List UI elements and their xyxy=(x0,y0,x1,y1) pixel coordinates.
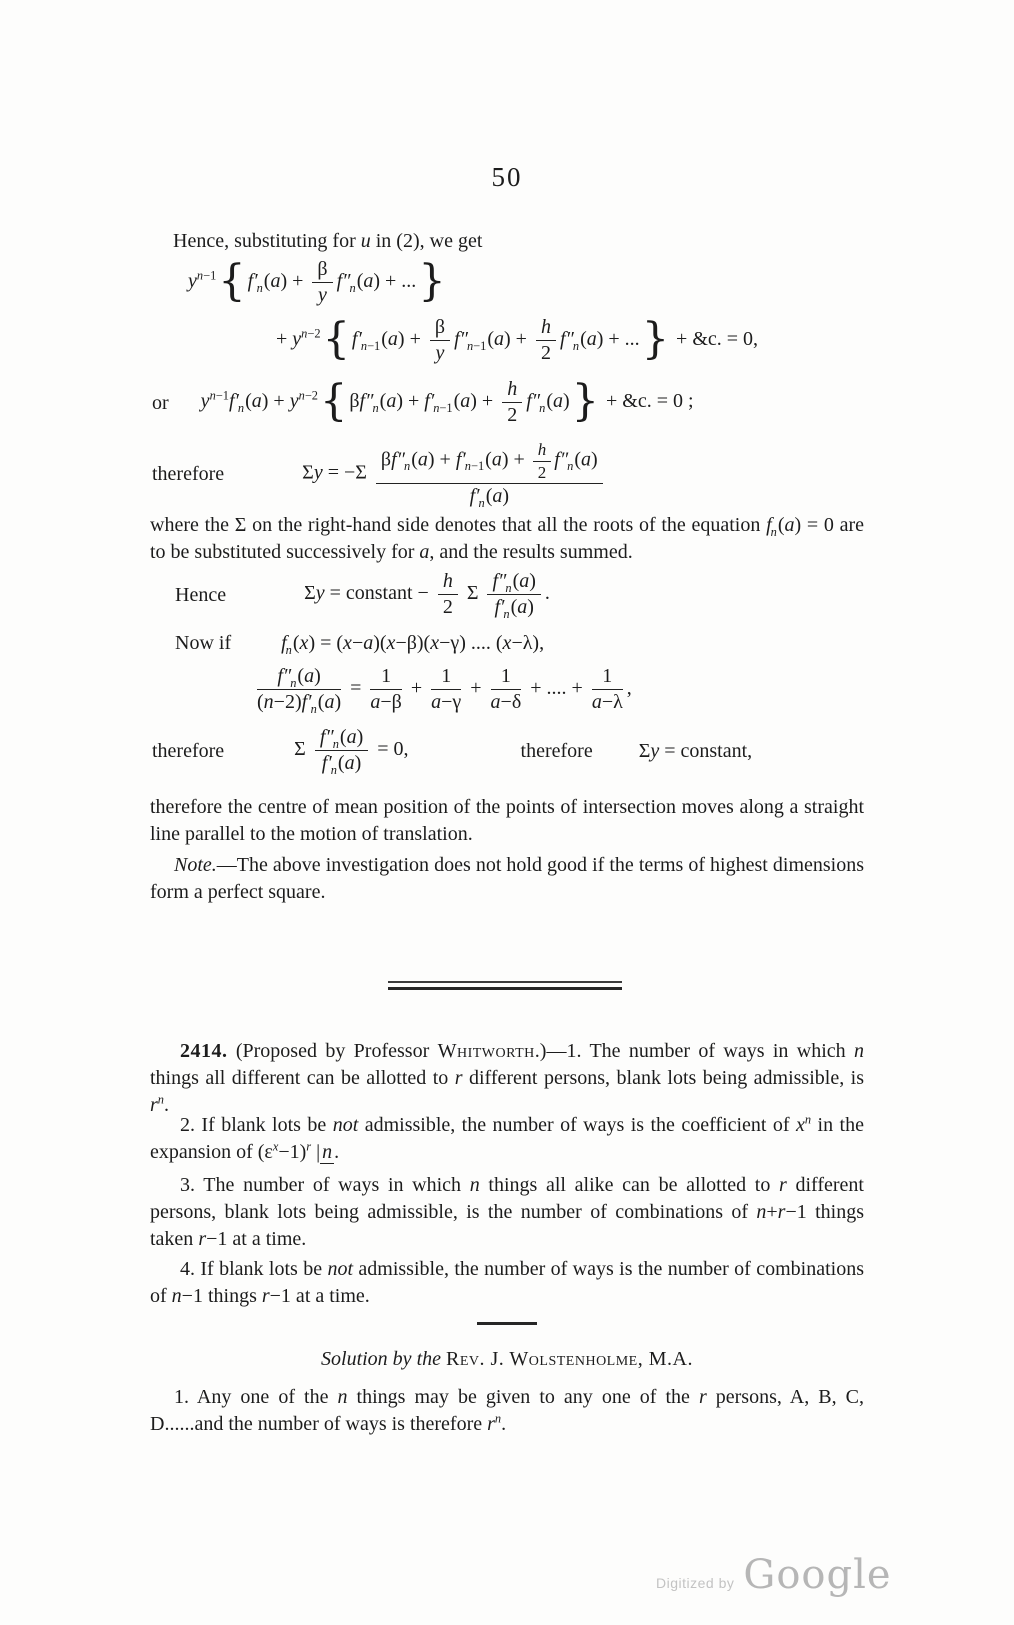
equation-3-row xyxy=(152,440,607,508)
label-or: or xyxy=(152,391,169,414)
label-therefore-3: therefore xyxy=(520,739,593,762)
equation-5-row xyxy=(175,632,545,658)
label-now-if: Now if xyxy=(175,632,232,655)
para-hence-substituting: Hence, substituting for u in (2), we get xyxy=(173,230,483,252)
label-therefore-1: therefore xyxy=(152,463,225,486)
equation-1-line-1: $y^{n-1}${ $f'_n(a)$ + $\frac{\beta}{y}$ $f''_n(a)$ + ...} xyxy=(188,255,446,306)
equation-6: $\frac{f''_n(a)}{(n-2)f'_n(a)}$ = $\frac{1}{a-\beta}$ + $\frac{1}{a-\gamma}$ + $\frac{1}{a-\delta}$ + .... + $\frac{1}{a-\lambda}$ , xyxy=(257,665,632,716)
equation-4-row xyxy=(175,570,550,619)
watermark xyxy=(656,1552,892,1598)
para-note: Note.—The above investigation does not hold good if the terms of highest dimensions form a perfect square. xyxy=(150,854,864,903)
para-question-2414-part-4: 4. If blank lots be not admissible, the number of ways is the number of combinations of n−1 things r−1 at a time. xyxy=(150,1258,864,1307)
equation-2: $y^{n-1}f'_n(a) + y^{n-2}${ $\beta f''_n(a) + f'_{n-1}(a)$ + $\frac{h}{2}$ $f''_n(a)$} + &c. = 0 ; xyxy=(200,375,694,426)
para-question-2414-part-1: 2414. (Proposed by Professor Whitworth.)—1. The number of ways in which n things all different can be allotted to r different persons, blank lots being admissible, is $r^n$. xyxy=(150,1040,864,1116)
equation-1-line-2: + $y^{n-2}${ $f'_{n-1}(a)$ + $\frac{\beta}{y}$ $f''_{n-1}(a)$ + $\frac{h}{2}$ $f''_n(a)$ + ...} + &c. = 0, xyxy=(276,313,759,364)
equation-3: Σy = −Σ $\beta f''_n(a) + f'_{n-1}(a)$ + $\frac{h}{2}$ $f''_n(a)$ $f'_n(a)$ xyxy=(302,440,607,508)
para-solution-1: 1. Any one of the n things may be given to any one of the r persons, A, B, C, D......and the number of ways is therefore $r^n$. xyxy=(150,1386,865,1435)
equation-4: Σy = constant − $\frac{h}{2}$ Σ $\frac{f''_n(a)}{f'_n(a)}$ . xyxy=(304,570,550,621)
para-centre-of-mean-position: therefore the centre of mean position of the points of intersection moves along a straight line parallel to the motion of translation. xyxy=(150,796,864,845)
solution-heading: Solution by the Rev. J. Wolstenholme, M.A. xyxy=(321,1348,693,1370)
label-therefore-2: therefore xyxy=(152,739,225,762)
equation-7-row xyxy=(152,726,752,775)
equation-7b: Σy = constant, xyxy=(638,739,753,762)
para-where-sigma: where the Σ on the right-hand side denotes that all the roots of the equation $f_n(a) = 0$ are to be substituted successively for a, and the results summed. xyxy=(150,514,864,563)
watermark-digitized-by: Digitized by xyxy=(656,1575,735,1591)
para-question-2414-part-3: 3. The number of ways in which n things all alike can be allotted to r different persons, blank lots being admissible, is the number of combinations of n+r−1 things taken r−1 at a time. xyxy=(150,1174,864,1250)
label-hence: Hence xyxy=(175,583,227,606)
page-number: 50 xyxy=(491,162,523,192)
equation-5: $f_n(x) = (x-a)(x-\beta)(x-\gamma)$ .... (x−λ), xyxy=(281,632,545,658)
solution-divider-rule xyxy=(477,1322,537,1325)
para-question-2414-part-2: 2. If blank lots be not admissible, the number of ways is the coefficient of $x^n$ in the expansion of $(\varepsilon^x-1)^r$ | n . xyxy=(150,1112,864,1163)
google-logo: Google xyxy=(743,1552,892,1598)
equation-7a: Σ $\frac{f''_n(a)}{f'_n(a)}$ = 0, xyxy=(294,726,409,777)
equation-2-row xyxy=(152,375,694,427)
section-divider-double-rule xyxy=(388,981,622,990)
